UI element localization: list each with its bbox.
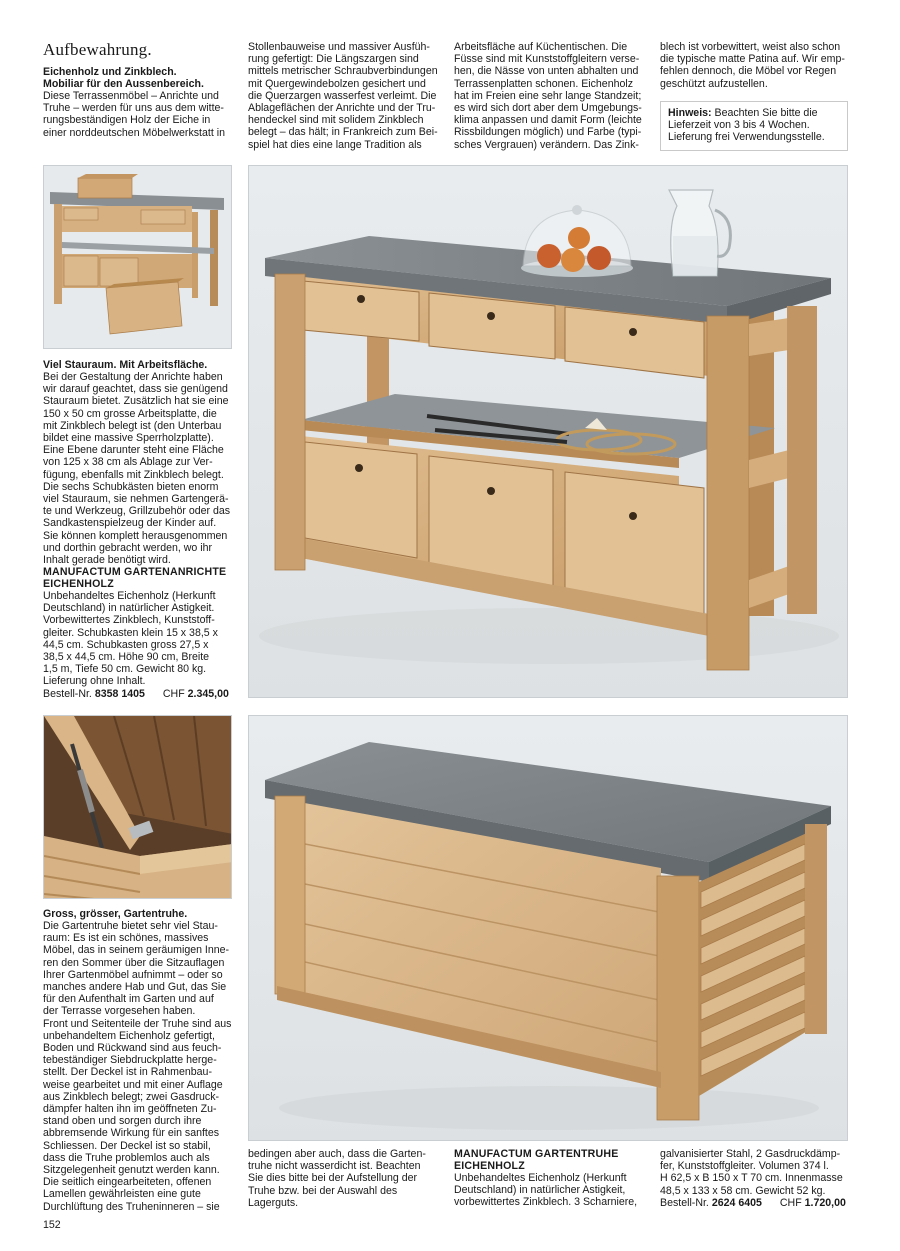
sideboard-price-label: CHF bbox=[162, 688, 185, 700]
intro-column-3: Arbeitsfläche auf Küchentischen. Die Füsse sind mit Kunststoffgleitern verse- hen, die Nässe von unten abhalten und Terrassenplatten schonen. Eichenholz hat im Freien eine sehr lange Standzeit; es wird sich dort aber dem Umgebungs- klima anpassen und damit Form (leichte Rissbildungen möglich) und Farbe (typi- sches Vergrauen) verändern. Das Zink- bbox=[454, 41, 642, 151]
chest-specification-continued: galvanisierter Stahl, 2 Gasdruckdämp- fer, Kunststoffgleiter. Volumen 374 l. H 62,5 x B 150 x T 70 cm. Innenmasse 48,5 x 133 x 58 cm. Gewicht 52 kg. bbox=[660, 1148, 843, 1197]
sideboard-photo-small bbox=[43, 165, 232, 349]
page-number: 152 bbox=[43, 1219, 61, 1231]
delivery-notice bbox=[660, 101, 848, 151]
sideboard-body: Bei der Gestaltung der Anrichte haben wir darauf geachtet, dass sie genügend Stauraum bietet. Zusätzlich hat sie eine 150 x 50 cm grosse Arbeitsplatte, die mit Zinkblech belegt ist (den Unterbau bildet eine massive Sperrholzplatte). Eine Ebene darunter steht eine Fläche von 125 x 38 cm als Ablage zur Ver- fügung, ebenfalls mit Zinkblech belegt. Die sechs Schubkästen bieten enorm viel Stauraum, sie nehmen Gartengerä- te und Werkzeug, Grillzubehör oder das Sandkastenspielzeug der Kinder auf. Sie können komplett herausgenommen und dorthin gebracht werden, wo ihr Inhalt gerade benötigt wird. bbox=[43, 371, 231, 567]
chest-order-label: Bestell-Nr. bbox=[660, 1197, 709, 1209]
chest-detail-illustration bbox=[44, 716, 232, 899]
sideboard-order-label: Bestell-Nr. bbox=[43, 688, 92, 700]
notice-label: Hinweis: bbox=[668, 107, 712, 119]
sideboard-photo-large bbox=[248, 165, 848, 698]
intro-column-2: Stollenbauweise und massiver Ausfüh- rung gefertigt: Die Längszargen sind mittels metrischer Schraubverbindungen mit Quergewindebolzen gesichert und die Querzargen wasserfest verleimt. Die Ablageflächen der Anrichte und der Tru- hendeckel sind mit solidem Zinkblech belegt – das hält; in Frankreich zum Bei- spiel hat dies eine lange Tradition als bbox=[248, 41, 438, 151]
sideboard-large-illustration bbox=[249, 166, 848, 698]
intro-column-1: Diese Terrassenmöbel – Anrichte und Truhe – werden für uns aus dem witte- rungsbeständigen Holz der Eiche in einer norddeutschen Möbelwerkstatt in bbox=[43, 90, 225, 139]
chest-product-name-1: MANUFACTUM GARTENTRUHE bbox=[454, 1148, 619, 1160]
chest-product-name-2: EICHENHOLZ bbox=[454, 1160, 525, 1172]
section-subtitle-1: Eichenholz und Zinkblech. bbox=[43, 66, 177, 78]
chest-detail-photo bbox=[43, 715, 232, 899]
chest-price: 1.720,00 bbox=[804, 1197, 846, 1209]
chest-specification: Unbehandeltes Eichenholz (Herkunft Deutschland) in natürlicher Astigkeit, vorbewittertes Zinkblech. 3 Scharniere, bbox=[454, 1172, 638, 1209]
notice-text: Beachten Sie bitte die Lieferzeit von 3 bis 4 Wochen. Lieferung frei Verwendungsstelle. bbox=[668, 107, 825, 144]
chest-body-continued: bedingen aber auch, dass die Garten- truhe nicht wasserdicht ist. Beachten Sie dies bitte bei der Aufstellung der Truhe bzw. bei der Auswahl des Lagerguts. bbox=[248, 1148, 426, 1209]
chest-order-line bbox=[660, 1197, 855, 1209]
chest-large-illustration bbox=[249, 716, 848, 1141]
sideboard-product-name-1: MANUFACTUM GARTENANRICHTE bbox=[43, 566, 227, 578]
sideboard-specification: Unbehandeltes Eichenholz (Herkunft Deutschland) in natürlicher Astigkeit. Vorbewittertes Zinkblech, Kunststoff- gleiter. Schubkasten klein 15 x 38,5 x 44,5 cm. Schubkasten gross 27,5 x 38,5 x 44,5 cm. Höhe 90 cm, Breite 1,5 m, Tiefe 50 cm. Gewicht 80 kg. Lieferung ohne Inhalt. bbox=[43, 590, 218, 688]
sideboard-order-number: 8358 1405 bbox=[94, 688, 145, 700]
sideboard-headline: Viel Stauraum. Mit Arbeitsfläche. bbox=[43, 359, 208, 371]
chest-headline: Gross, grösser, Gartentruhe. bbox=[43, 908, 188, 920]
intro-column-4: blech ist vorbewittert, weist also schon die typische matte Patina auf. Wir emp- fehlen dennoch, die Möbel vor Regen geschützt aufzustellen. bbox=[660, 41, 845, 90]
chest-order-number: 2624 6405 bbox=[711, 1197, 762, 1209]
chest-photo-large bbox=[248, 715, 848, 1141]
section-subtitle-2: Mobiliar für den Aussenbereich. bbox=[43, 78, 204, 90]
sideboard-price: 2.345,00 bbox=[187, 688, 229, 700]
sideboard-small-illustration bbox=[44, 166, 232, 349]
chest-price-label: CHF bbox=[779, 1197, 802, 1209]
sideboard-product-name-2: EICHENHOLZ bbox=[43, 578, 114, 590]
section-title: Aufbewahrung. bbox=[43, 40, 152, 59]
chest-body: Die Gartentruhe bietet sehr viel Stau- raum: Es ist ein schönes, massives Möbel, das in seinem geräumigen Inne- ren den Sommer über die Sitzauflagen Ihrer Gartenmöbel aufnimmt – oder so manches andere Hab und Gut, das Sie für den Aufenthalt im Garten und auf der Terrasse vorgesehen haben. Front und Seitenteile der Truhe sind aus unbehandeltem Eichenholz gefertigt, Boden und Rückwand sind aus feuch- tebeständiger Siebdruckplatte herge- stellt. Der Deckel ist in Rahmenbau- weise gearbeitet und mit einer Auflage aus Zinkblech belegt; zwei Gasdruck- dämpfer halten ihn im geöffneten Zu- stand oben und sorgen durch ihre abbremsende Wirkung für ein sanftes Schliessen. Der Deckel ist so stabil, dass die Truhe problemlos auch als Sitzgelegenheit genutzt werden kann. Die seitlich eingearbeiteten, offenen Lamellen gewährleisten eine gute Durchlüftung des Truheninneren – sie bbox=[43, 920, 232, 1213]
sideboard-order-line bbox=[43, 688, 238, 700]
